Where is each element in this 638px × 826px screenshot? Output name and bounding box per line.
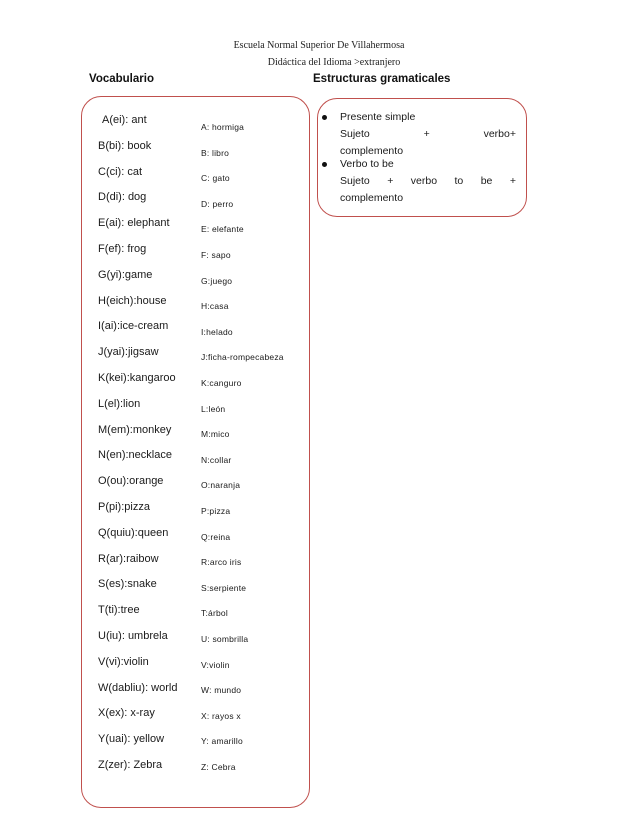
english-word: M(em):monkey: [98, 423, 172, 436]
english-word: J(yai):jigsaw: [98, 346, 159, 359]
english-word: Z(zer): Zebra: [98, 759, 163, 771]
english-word: V(vi):violin: [98, 655, 149, 668]
english-word: Q(quiu):queen: [98, 526, 169, 539]
spanish-word: E: elefante: [201, 224, 244, 235]
english-word: L(el):lion: [98, 397, 141, 410]
english-word: T(ti):tree: [98, 604, 140, 617]
bullet-icon: [322, 162, 327, 167]
english-word: N(en):necklace: [98, 449, 172, 462]
formula-token: Sujeto: [340, 128, 370, 140]
english-word: E(ai): elephant: [98, 217, 170, 230]
english-word: K(kei):kangaroo: [98, 372, 176, 384]
spanish-word: G:juego: [201, 275, 233, 286]
formula-token: verbo+: [483, 128, 516, 140]
english-word: W(dabliu): world: [98, 681, 178, 694]
english-word: X(ex): x-ray: [98, 707, 155, 720]
spanish-word: R:arco iris: [201, 557, 242, 568]
english-word: H(eich):house: [98, 294, 167, 307]
spanish-word: L:león: [201, 403, 226, 414]
spanish-word: F: sapo: [201, 250, 231, 260]
spanish-word: V:violin: [201, 659, 230, 670]
spanish-word: X: rayos x: [201, 710, 241, 721]
bullet-icon: [322, 115, 327, 120]
english-word: G(yi):game: [98, 268, 153, 281]
english-word: Y(uai): yellow: [98, 733, 165, 746]
spanish-word: P:pizza: [201, 506, 231, 516]
spanish-word: M:mico: [201, 429, 230, 440]
english-word: A(ei): ant: [102, 114, 147, 126]
spanish-word: O:naranja: [201, 480, 241, 491]
grammar-formula: [340, 173, 516, 190]
formula-token: +: [509, 175, 516, 187]
english-word: D(di): dog: [98, 191, 147, 204]
english-word: F(ef): frog: [98, 243, 147, 255]
formula-token: +: [423, 128, 430, 140]
spanish-word: B: libro: [201, 147, 230, 158]
formula-token: Sujeto: [340, 175, 370, 187]
spanish-word: K:canguro: [201, 378, 242, 388]
spanish-word: S:serpiente: [201, 582, 247, 593]
spanish-word: J:ficha-rompecabeza: [201, 352, 284, 363]
spanish-word: Y: amarillo: [201, 736, 243, 747]
spanish-word: I:helado: [201, 326, 233, 337]
spanish-word: W: mundo: [201, 685, 242, 696]
spanish-word: T:árbol: [201, 608, 228, 619]
school-name: Escuela Normal Superior De Villahermosa: [233, 40, 405, 51]
english-word: U(iu): umbrela: [98, 630, 168, 642]
english-word: P(pi):pizza: [98, 501, 150, 513]
course-name: Didáctica del Idioma >extranjero: [267, 57, 401, 68]
english-word: I(ai):ice-cream: [98, 320, 169, 333]
grammar-formula-continuation: complemento: [340, 192, 404, 204]
spanish-word: D: perro: [201, 198, 234, 209]
formula-token: +: [387, 175, 394, 187]
formula-token: verbo: [410, 175, 438, 187]
grammar-formula-continuation: complemento: [340, 145, 404, 157]
spanish-word: Z: Cebra: [201, 762, 236, 772]
grammar-item: [340, 156, 516, 207]
grammar-title: Estructuras gramaticales: [313, 73, 451, 85]
grammar-heading: Presente simple: [340, 111, 416, 123]
spanish-word: N:collar: [201, 454, 232, 465]
grammar-formula: [340, 126, 516, 143]
formula-token: be: [480, 175, 493, 187]
spanish-word: H:casa: [201, 301, 229, 312]
english-word: C(ci): cat: [98, 165, 142, 178]
vocabulary-title: Vocabulario: [89, 73, 154, 85]
grammar-item: [340, 109, 516, 160]
spanish-word: Q:reina: [201, 531, 231, 542]
vocabulary-box: [81, 96, 310, 808]
english-word: R(ar):raibow: [98, 552, 159, 565]
formula-token: to: [454, 175, 464, 187]
english-word: O(ou):orange: [98, 475, 164, 488]
grammar-box: [317, 98, 527, 217]
spanish-word: C: gato: [201, 173, 230, 184]
spanish-word: A: hormiga: [201, 122, 245, 132]
spanish-word: U: sombrilla: [201, 634, 249, 644]
english-word: B(bi): book: [98, 139, 152, 152]
english-word: S(es):snake: [98, 578, 157, 591]
grammar-heading: Verbo to be: [340, 158, 394, 170]
